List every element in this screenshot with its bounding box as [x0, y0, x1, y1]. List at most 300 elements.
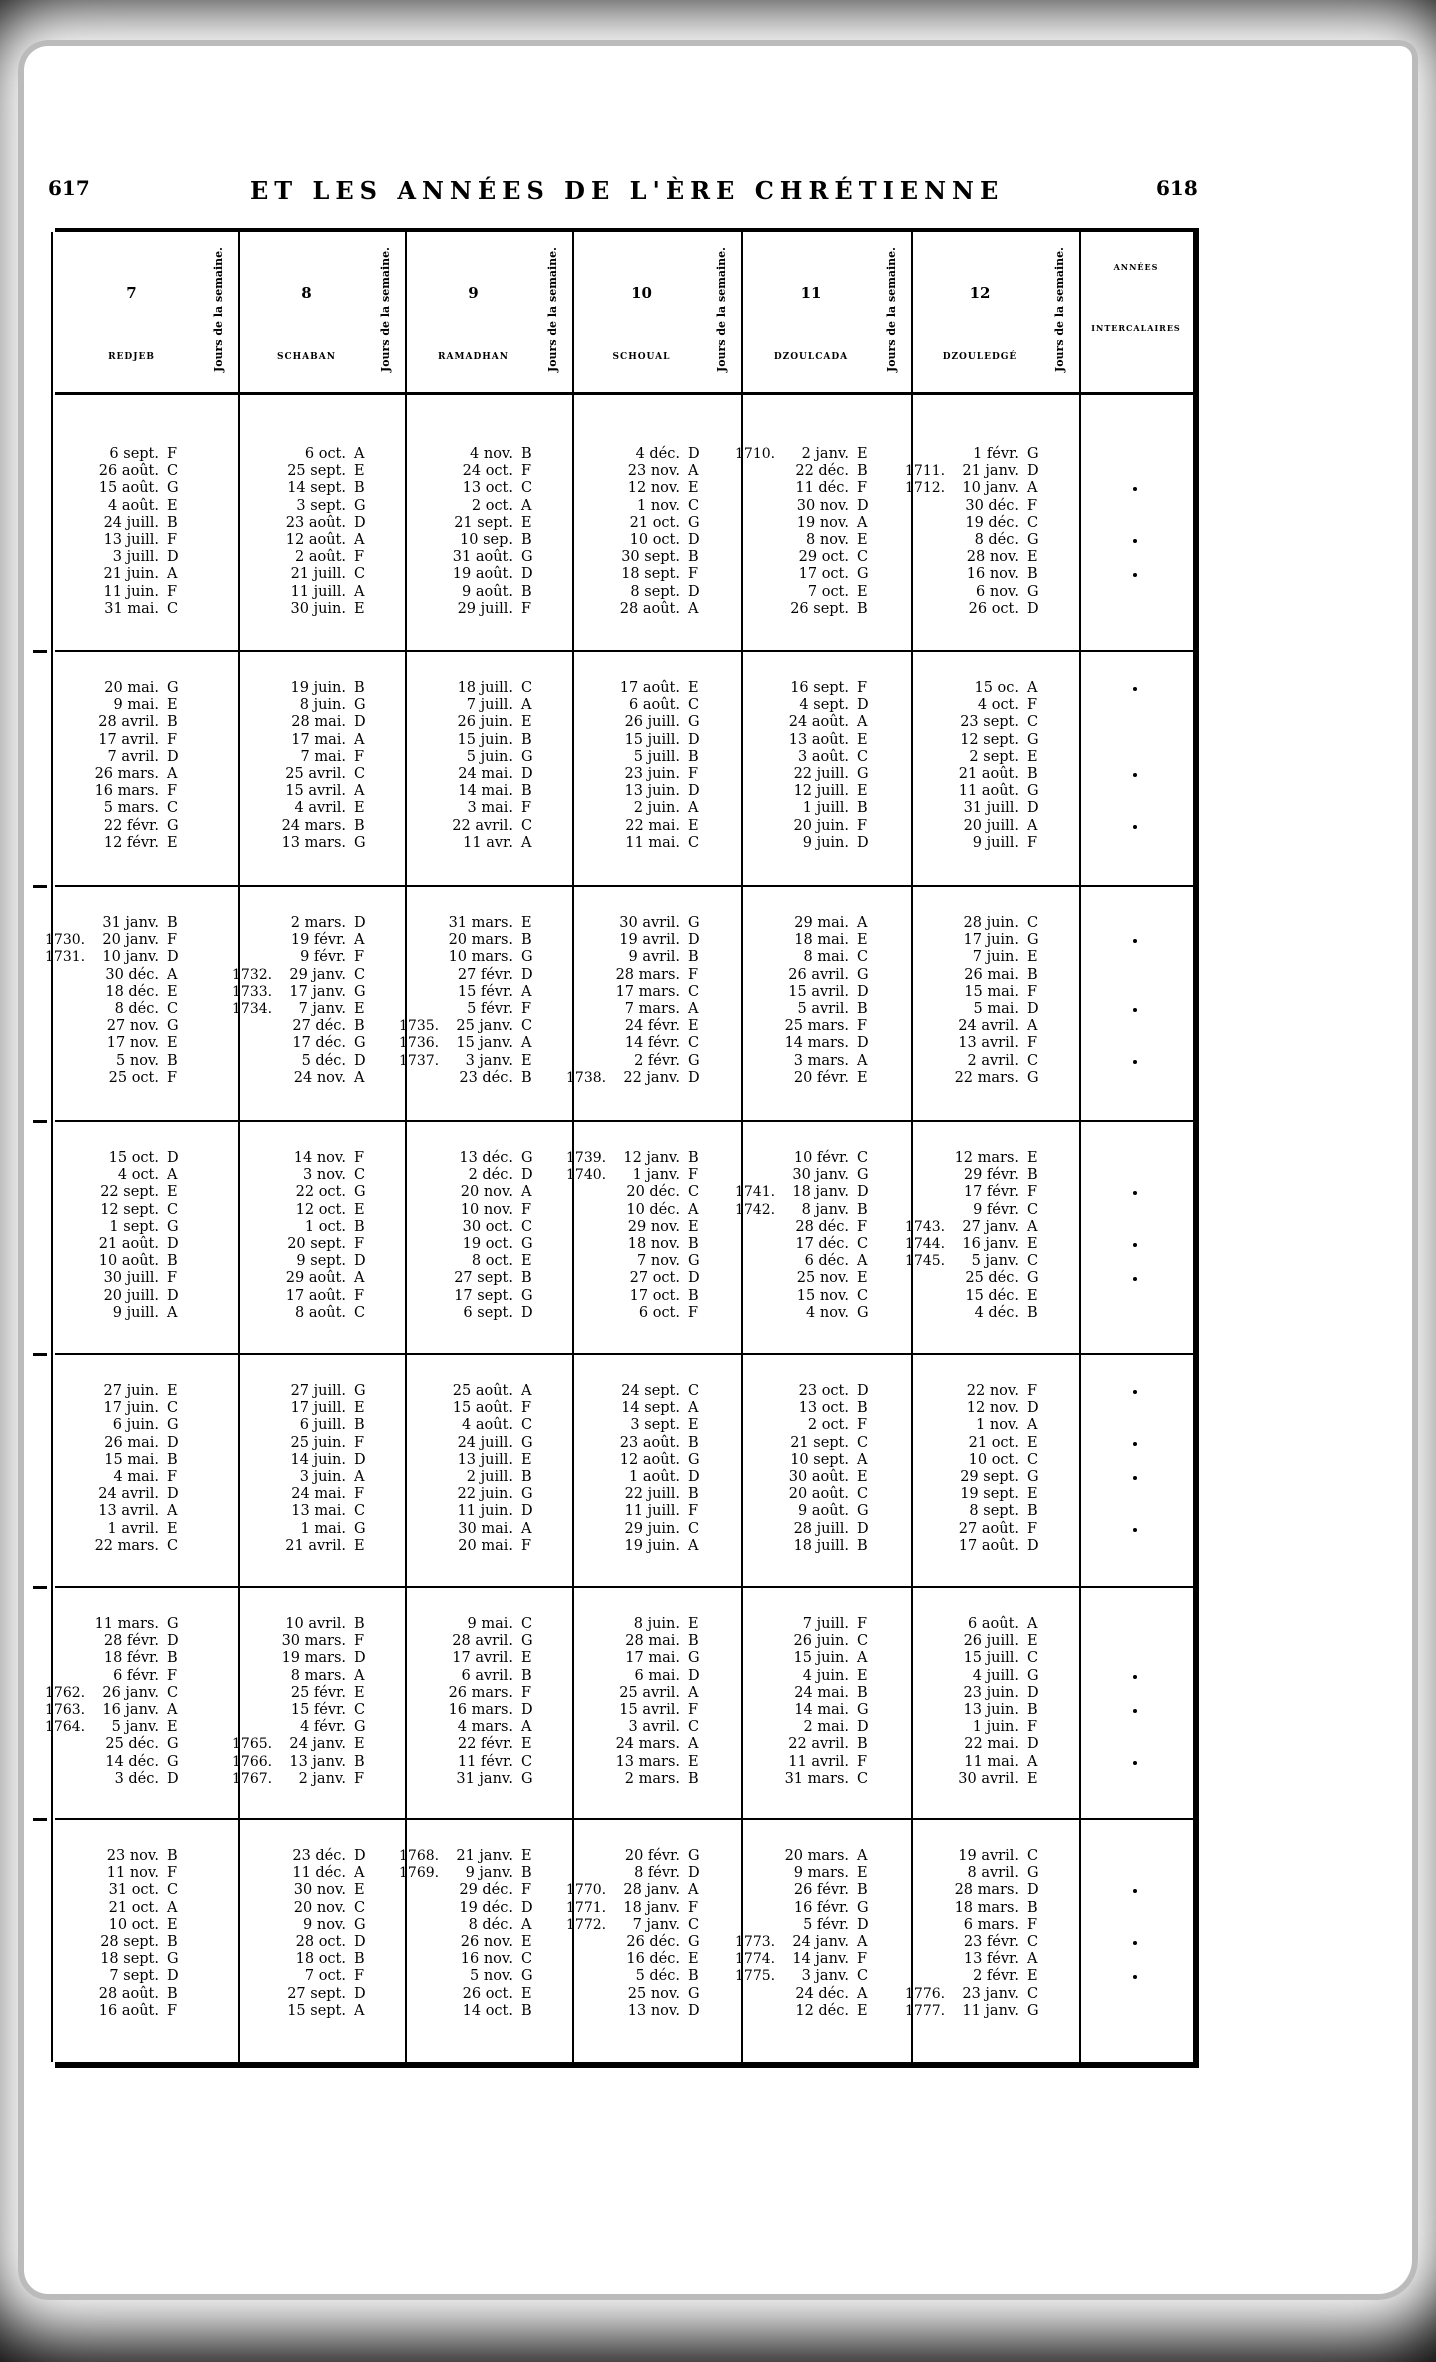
intercalary-mark	[1133, 1442, 1137, 1446]
table-row	[266, 1917, 370, 1934]
weekday-letter: D	[688, 1069, 700, 1086]
weekday-letter: D	[688, 731, 700, 748]
weekday-letter: B	[167, 1985, 178, 2002]
date-value: 28 nov.	[966, 549, 1019, 566]
date-value: 6 août.	[629, 697, 680, 714]
weekday-letter: F	[1027, 1520, 1038, 1537]
weekday-letter: B	[521, 1865, 532, 1882]
date-value: 10 août.	[98, 1253, 159, 1270]
weekday-letter: C	[167, 1201, 179, 1218]
date-value: 17 juin.	[963, 932, 1019, 949]
weekday-letter: G	[688, 1650, 700, 1667]
year-label-wrap	[232, 1754, 272, 1771]
block-2-col-11	[769, 680, 873, 852]
table-row	[939, 1736, 1043, 1753]
table-row	[769, 2003, 873, 2020]
month-number: 11	[800, 284, 822, 302]
date-value: 7 janv.	[632, 1916, 680, 1933]
weekday-letter: D	[688, 446, 700, 462]
weekday-letter: D	[354, 1848, 366, 1864]
intercalary-mark	[1133, 1975, 1137, 1979]
weekday-letter: B	[688, 1968, 699, 1985]
weekday-letter: F	[354, 1633, 365, 1650]
date-value: 30 déc.	[965, 497, 1019, 514]
date-value: 26 mai.	[104, 1434, 159, 1451]
weekday-letter: C	[857, 1770, 869, 1787]
table-row	[939, 1288, 1043, 1305]
table-row	[266, 1968, 370, 1985]
weekday-letter: D	[354, 1985, 366, 2002]
date-value: 28 avril.	[98, 714, 159, 731]
date-value: 20 sept.	[287, 1235, 346, 1252]
year-label: 1767.	[232, 1770, 273, 1787]
table-row	[939, 783, 1043, 800]
weekday-letter: C	[857, 1434, 869, 1451]
date-value: 2 janv.	[298, 1770, 346, 1787]
weekday-letter: A	[167, 1304, 178, 1321]
weekday-letter: F	[521, 1000, 532, 1017]
running-title: ET LES ANNÉES DE L'ÈRE CHRÉTIENNE	[250, 176, 1005, 205]
weekday-letter: E	[521, 1985, 532, 2002]
date-value: 11 déc.	[795, 480, 849, 497]
date-value: 29 sept.	[960, 1468, 1019, 1485]
table-row	[433, 1951, 537, 1968]
year-label-wrap	[735, 1934, 775, 1951]
date-value: 10 janv.	[962, 480, 1019, 497]
table-row	[266, 2003, 370, 2020]
date-value: 16 nov.	[966, 566, 1019, 583]
weekday-letter: B	[857, 1400, 868, 1417]
table-row	[266, 1167, 370, 1184]
date-value: 23 déc.	[292, 1848, 346, 1864]
date-value: 18 sept.	[100, 1951, 159, 1968]
table-row	[266, 932, 370, 949]
date-value: 30 avril.	[619, 915, 680, 931]
date-value: 19 sept.	[960, 1486, 1019, 1503]
date-value: 12 nov.	[627, 480, 680, 497]
weekday-letter: G	[521, 1434, 533, 1451]
weekday-letter: A	[167, 765, 178, 782]
table-row	[939, 1702, 1043, 1719]
weekday-letter: B	[167, 1933, 178, 1950]
date-value: 1 juin.	[972, 1719, 1019, 1736]
date-value: 21 oct.	[108, 1899, 159, 1916]
table-row	[79, 1917, 183, 1934]
year-label: 1765.	[232, 1736, 273, 1753]
weekday-letter: E	[1027, 1287, 1038, 1304]
weekday-letter: D	[354, 1650, 366, 1667]
table-row	[79, 915, 183, 932]
table-row	[769, 714, 873, 731]
date-value: 15 avril.	[788, 983, 849, 1000]
weekday-letter: A	[167, 966, 178, 983]
year-label: 1740.	[566, 1167, 607, 1184]
table-row	[600, 1633, 704, 1650]
table-row	[769, 1486, 873, 1503]
table-row	[433, 1685, 537, 1702]
date-value: 12 août.	[619, 1451, 680, 1468]
weekday-letter: A	[857, 915, 868, 931]
date-value: 18 oct.	[295, 1951, 346, 1968]
weekday-letter: F	[688, 966, 699, 983]
weekday-letter: D	[354, 514, 366, 531]
date-value: 16 févr.	[793, 1899, 849, 1916]
date-value: 26 mars.	[94, 765, 159, 782]
date-value: 11 mai.	[625, 834, 680, 851]
weekday-letter: G	[688, 1451, 700, 1468]
weekday-letter: E	[1027, 748, 1038, 765]
block-5-col-12	[939, 1383, 1043, 1555]
weekday-letter: B	[521, 583, 532, 600]
date-value: 18 juill.	[793, 1537, 849, 1554]
weekday-letter: D	[688, 2002, 700, 2019]
date-value: 11 nov.	[106, 1865, 159, 1882]
date-value: 9 août.	[462, 583, 513, 600]
date-value: 21 janv.	[962, 463, 1019, 480]
date-value: 13 avril.	[98, 1503, 159, 1520]
date-value: 22 déc.	[795, 463, 849, 480]
table-row	[266, 680, 370, 697]
column-rule	[572, 232, 574, 2062]
date-value: 13 mars.	[615, 1753, 680, 1770]
block-6-col-12	[939, 1616, 1043, 1788]
table-row	[939, 732, 1043, 749]
table-row	[266, 1685, 370, 1702]
table-row	[79, 1167, 183, 1184]
date-value: 18 nov.	[627, 1235, 680, 1252]
table-row	[79, 463, 183, 480]
table-row	[79, 498, 183, 515]
date-value: 3 janv.	[465, 1052, 513, 1069]
table-row	[79, 584, 183, 601]
date-value: 20 mai.	[458, 1537, 513, 1554]
weekday-letter: G	[857, 765, 869, 782]
table-row	[600, 601, 704, 618]
weekday-letter: C	[167, 800, 179, 817]
weekday-letter: F	[354, 1968, 365, 1985]
date-value: 20 nov.	[460, 1184, 513, 1201]
weekday-letter: F	[521, 1684, 532, 1701]
table-row	[79, 1865, 183, 1882]
weekday-letter: G	[688, 1933, 700, 1950]
date-value: 13 avril.	[958, 1035, 1019, 1052]
block-4-col-8	[266, 1150, 370, 1322]
table-row	[79, 732, 183, 749]
weekday-letter: D	[521, 1701, 533, 1718]
date-value: 22 avril.	[452, 817, 513, 834]
weekday-letter: C	[521, 1018, 533, 1035]
date-value: 3 nov.	[303, 1167, 346, 1184]
date-value: 8 déc.	[468, 1916, 513, 1933]
table-row	[939, 1383, 1043, 1400]
date-value: 6 nov.	[976, 583, 1019, 600]
date-value: 2 mai.	[803, 1719, 849, 1736]
year-label: 1770.	[566, 1882, 607, 1899]
table-row	[905, 1985, 1043, 2003]
date-value: 17 oct.	[798, 566, 849, 583]
date-value: 15 janv.	[456, 1035, 513, 1052]
year-label-wrap	[905, 2003, 945, 2020]
weekday-letter: C	[167, 600, 179, 617]
weekday-letter: B	[1027, 566, 1038, 583]
table-row	[433, 2003, 537, 2020]
date-value: 15 oct.	[108, 1150, 159, 1166]
table-row	[232, 966, 370, 984]
table-row	[433, 835, 537, 852]
date-value: 24 mars.	[615, 1736, 680, 1753]
year-label: 1768.	[399, 1848, 440, 1864]
table-row	[433, 800, 537, 817]
year-label-wrap	[905, 1986, 945, 2003]
weekday-letter: D	[167, 1434, 179, 1451]
month-header-7	[55, 232, 208, 392]
table-row	[266, 1400, 370, 1417]
table-row	[769, 1469, 873, 1486]
table-row	[769, 680, 873, 697]
table-row	[433, 549, 537, 566]
table-row	[433, 1469, 537, 1486]
date-value: 28 août.	[98, 1985, 159, 2002]
table-left-rule	[51, 232, 53, 2062]
table-row	[266, 1900, 370, 1917]
block-3-col-12	[939, 915, 1043, 1087]
weekday-letter: C	[688, 1719, 700, 1736]
year-label-wrap	[905, 1253, 945, 1270]
table-row	[939, 1417, 1043, 1434]
date-value: 22 oct.	[295, 1184, 346, 1201]
year-label-wrap	[905, 1219, 945, 1236]
weekday-letter: C	[354, 1167, 366, 1184]
table-row	[433, 1452, 537, 1469]
table-row	[600, 446, 704, 463]
date-value: 7 mai.	[300, 748, 346, 765]
weekday-letter: F	[857, 1753, 868, 1770]
date-value: 10 oct.	[968, 1451, 1019, 1468]
block-3-col-8	[232, 915, 370, 1087]
table-row	[939, 1771, 1043, 1788]
month-name: SCHOUAL	[612, 352, 671, 362]
date-value: 9 nov.	[303, 1916, 346, 1933]
table-row	[600, 1702, 704, 1719]
year-label-wrap	[399, 1865, 439, 1882]
table-row	[79, 1951, 183, 1968]
table-row	[266, 714, 370, 731]
weekday-letter: D	[354, 1052, 366, 1069]
table-row	[266, 1951, 370, 1968]
year-label: 1737.	[399, 1052, 440, 1069]
table-row	[433, 515, 537, 532]
table-row	[939, 446, 1043, 463]
date-value: 6 sept.	[109, 446, 159, 462]
table-row	[769, 1754, 873, 1771]
table-row	[939, 1848, 1043, 1865]
weekday-letter: E	[857, 783, 868, 800]
date-value: 14 juin.	[290, 1451, 346, 1468]
weekday-letter: A	[354, 583, 365, 600]
date-value: 22 juin.	[457, 1486, 513, 1503]
month-number: 8	[301, 284, 312, 302]
weekday-letter: D	[521, 1899, 533, 1916]
date-value: 26 sept.	[790, 600, 849, 617]
jours-label: Jours de la semaine.	[1053, 247, 1066, 372]
weekday-letter: E	[1027, 1235, 1038, 1252]
table-row	[433, 1417, 537, 1434]
year-label-wrap	[232, 1001, 272, 1018]
table-row	[939, 915, 1043, 932]
weekday-letter: B	[521, 531, 532, 548]
table-row	[939, 1968, 1043, 1985]
intercalary-mark	[1133, 1761, 1137, 1765]
date-value: 1 janv.	[632, 1167, 680, 1184]
weekday-letter: C	[688, 834, 700, 851]
date-value: 9 août.	[798, 1503, 849, 1520]
date-value: 16 déc.	[626, 1951, 680, 1968]
date-value: 21 août.	[98, 1235, 159, 1252]
weekday-letter: F	[1027, 983, 1038, 1000]
weekday-letter: C	[354, 765, 366, 782]
table-row	[433, 584, 537, 601]
weekday-letter: A	[688, 463, 699, 480]
date-value: 29 janv.	[289, 966, 346, 983]
table-row	[433, 1754, 537, 1771]
date-value: 9 sept.	[296, 1253, 346, 1270]
table-row	[769, 515, 873, 532]
weekday-letter: D	[1027, 1537, 1039, 1554]
table-row	[769, 480, 873, 497]
weekday-letter: C	[857, 1633, 869, 1650]
date-value: 14 févr.	[624, 1035, 680, 1052]
weekday-letter: D	[1027, 1882, 1039, 1899]
weekday-letter: F	[521, 463, 532, 480]
weekday-letter: B	[1027, 765, 1038, 782]
table-row	[769, 1236, 873, 1253]
date-value: 25 déc.	[965, 1270, 1019, 1287]
weekday-letter: E	[857, 731, 868, 748]
column-rule	[1079, 232, 1081, 2062]
weekday-letter: A	[1027, 1616, 1038, 1632]
table-row	[905, 480, 1043, 497]
date-value: 6 avril.	[461, 1667, 513, 1684]
table-row	[600, 480, 704, 497]
weekday-letter: D	[1027, 1684, 1039, 1701]
table-row	[769, 1538, 873, 1555]
date-value: 25 janv.	[456, 1018, 513, 1035]
table-row	[266, 1383, 370, 1400]
intercalary-mark	[1133, 573, 1137, 577]
weekday-letter: A	[167, 1701, 178, 1718]
weekday-letter: F	[688, 1899, 699, 1916]
weekday-letter: E	[521, 1933, 532, 1950]
weekday-letter: G	[167, 1753, 179, 1770]
table-row	[600, 932, 704, 949]
weekday-letter: A	[521, 983, 532, 1000]
date-value: 28 déc.	[795, 1218, 849, 1235]
weekday-letter: C	[688, 697, 700, 714]
table-row	[399, 1052, 537, 1070]
table-row	[266, 1417, 370, 1434]
table-row	[600, 1383, 704, 1400]
table-row	[79, 1383, 183, 1400]
weekday-letter: A	[1027, 817, 1038, 834]
table-row	[939, 1486, 1043, 1503]
date-value: 27 févr.	[457, 966, 513, 983]
table-row	[266, 1650, 370, 1667]
table-row	[905, 2002, 1043, 2020]
table-row	[600, 915, 704, 932]
year-label-wrap	[735, 1202, 775, 1219]
table-row	[939, 1400, 1043, 1417]
weekday-letter: G	[354, 697, 366, 714]
block-edge-mark	[33, 1586, 47, 1589]
date-value: 19 juin.	[624, 1537, 680, 1554]
table-row	[266, 1018, 370, 1035]
table-row	[433, 680, 537, 697]
table-row	[266, 463, 370, 480]
date-value: 7 sept.	[109, 1968, 159, 1985]
date-value: 1 oct.	[304, 1218, 346, 1235]
table-row	[939, 749, 1043, 766]
intercalary-mark	[1133, 1060, 1137, 1064]
table-row	[266, 480, 370, 497]
weekday-letter: A	[857, 514, 868, 531]
date-value: 18 mars.	[954, 1899, 1019, 1916]
weekday-letter: C	[1027, 1985, 1039, 2002]
weekday-letter: B	[521, 731, 532, 748]
intercalary-header	[1079, 232, 1193, 392]
date-value: 2 oct.	[471, 497, 513, 514]
table-row	[433, 915, 537, 932]
table-row	[266, 749, 370, 766]
date-value: 22 févr.	[103, 817, 159, 834]
date-value: 17 août.	[285, 1287, 346, 1304]
date-value: 30 déc.	[105, 966, 159, 983]
date-value: 23 août.	[619, 1434, 680, 1451]
weekday-letter: E	[688, 1417, 699, 1434]
date-value: 21 oct.	[629, 514, 680, 531]
weekday-letter: E	[1027, 1633, 1038, 1650]
table-row	[79, 1486, 183, 1503]
weekday-letter: G	[521, 549, 533, 566]
table-row	[939, 1469, 1043, 1486]
date-value: 4 oct.	[977, 697, 1019, 714]
date-value: 11 juin.	[457, 1503, 513, 1520]
weekday-letter: A	[1027, 1753, 1038, 1770]
weekday-letter: B	[354, 1616, 365, 1632]
date-value: 24 févr.	[624, 1018, 680, 1035]
weekday-letter: A	[688, 1684, 699, 1701]
block-2-col-10	[600, 680, 704, 852]
table-row	[433, 1771, 537, 1788]
weekday-letter: D	[167, 1770, 179, 1787]
weekday-letter: C	[521, 1616, 533, 1632]
weekday-letter: C	[354, 1304, 366, 1321]
table-row	[45, 1719, 183, 1736]
weekday-letter: G	[688, 1253, 700, 1270]
date-value: 30 mars.	[281, 1633, 346, 1650]
table-row	[399, 1865, 537, 1882]
date-value: 9 avril.	[628, 949, 680, 966]
weekday-letter: G	[1027, 1667, 1039, 1684]
weekday-letter: B	[688, 1287, 699, 1304]
date-value: 4 nov.	[806, 1304, 849, 1321]
table-row	[433, 1150, 537, 1167]
date-value: 22 juill.	[624, 1486, 680, 1503]
weekday-letter: F	[688, 1503, 699, 1520]
table-row	[939, 967, 1043, 984]
date-value: 1 août.	[629, 1468, 680, 1485]
weekday-letter: D	[688, 783, 700, 800]
weekday-letter: D	[354, 1253, 366, 1270]
